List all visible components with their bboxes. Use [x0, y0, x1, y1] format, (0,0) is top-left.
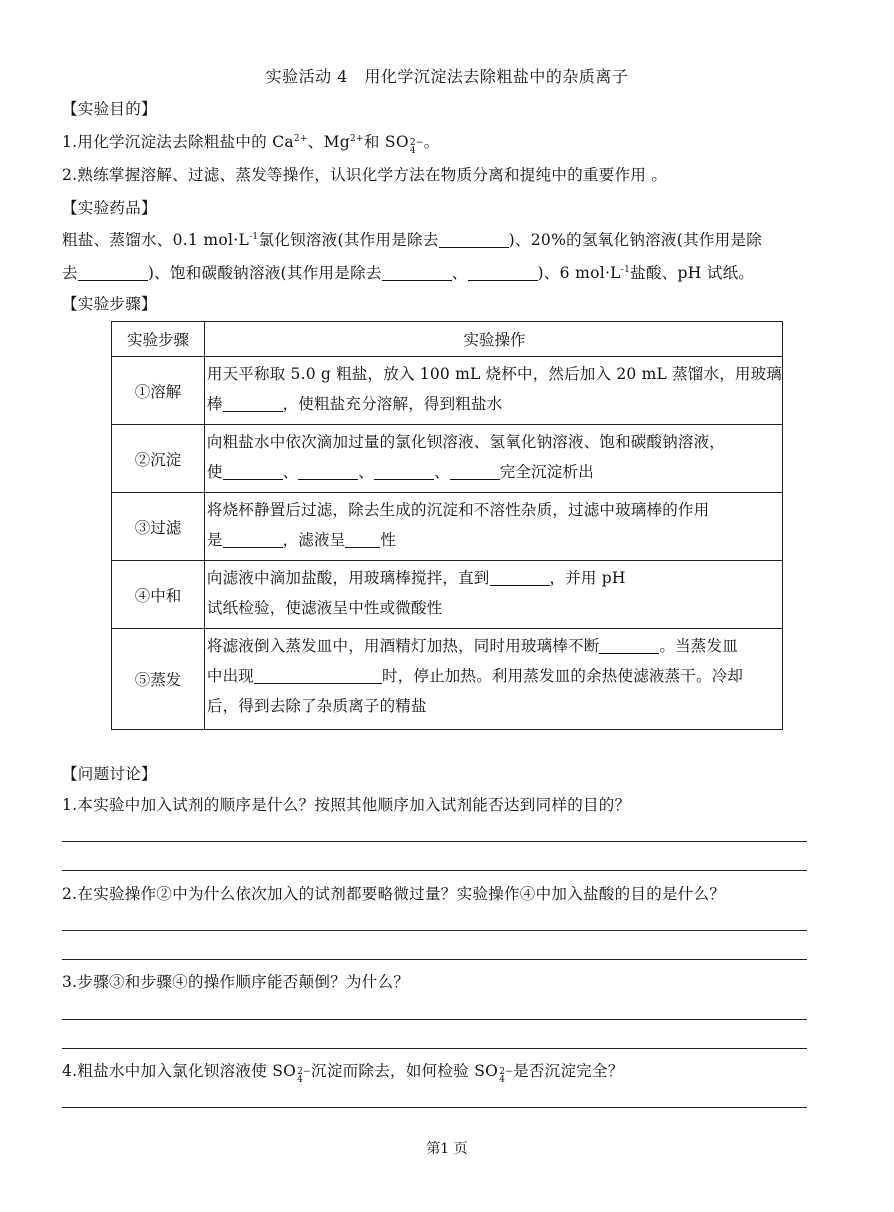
purpose-item-2: 2.熟练掌握溶解、过滤、蒸发等操作，认识化学方法在物质分离和提纯中的重要作用 。 — [62, 166, 668, 184]
page-title: 实验活动 4 用化学沉淀法去除粗盐中的杂质离子 — [265, 67, 629, 86]
discussion-header: 【问题讨论】 — [62, 765, 157, 783]
step-label: ④中和 — [112, 561, 205, 629]
blank — [223, 396, 283, 413]
answer-line[interactable] — [62, 1048, 807, 1049]
step-operation: 将滤液倒入蒸发皿中，用酒精灯加热，同时用玻璃棒不断 。当蒸发皿 中出现 时，停止加热。利用蒸发皿的余热使滤液蒸干。冷却 后，得到去除了杂质离子的精盐 — [204, 629, 782, 730]
reagents-line-2: 去 )、饱和碳酸钠溶液(其作用是除去 、 )、6 $mol\cdot L^{-1}$盐酸、pH 试纸。 — [62, 264, 755, 282]
blank — [254, 668, 382, 685]
blank — [599, 638, 659, 655]
page-number: 第1 页 — [426, 1141, 468, 1157]
answer-line[interactable] — [62, 870, 807, 871]
table-header-row — [112, 322, 783, 357]
answer-line[interactable] — [62, 1019, 807, 1020]
question-3: 3.步骤③和步骤④的操作顺序能否颠倒？为什么？ — [62, 973, 410, 991]
blank — [78, 265, 148, 282]
answer-line[interactable] — [62, 1107, 807, 1108]
blank — [439, 232, 509, 249]
blank — [223, 464, 283, 481]
answer-line[interactable] — [62, 930, 807, 931]
reagents-line-1: 粗盐、蒸馏水、0.1 $mol\cdot L^{-1}$氯化钡溶液(其作用是除去 )、20%的氢氧化钠溶液(其作用是除 — [62, 231, 763, 249]
step-label: ③过滤 — [112, 493, 205, 561]
blank — [223, 532, 283, 549]
step-label: ①溶解 — [112, 357, 205, 425]
blank — [468, 265, 538, 282]
table-row — [112, 425, 783, 493]
step-label: ②沉淀 — [112, 425, 205, 493]
question-4: 4.粗盐水中加入氯化钡溶液使 SO 2− 4 沉淀而除去，如何检验 SO 2− 4 是否沉淀完全？ — [62, 1062, 624, 1085]
header-operation: 实验操作 — [204, 322, 782, 357]
blank — [298, 464, 358, 481]
answer-line[interactable] — [62, 959, 807, 960]
answer-line[interactable] — [62, 841, 807, 842]
question-1: 1.本实验中加入试剂的顺序是什么？按照其他顺序加入试剂能否达到同样的目的？ — [62, 796, 631, 814]
table-row — [112, 561, 783, 629]
question-2: 2.在实验操作②中为什么依次加入的试剂都要略微过量？实验操作④中加入盐酸的目的是什么？ — [62, 885, 726, 903]
steps-header: 【实验步骤】 — [62, 295, 157, 313]
purpose-header: 【实验目的】 — [62, 100, 157, 118]
blank — [374, 464, 434, 481]
steps-table — [111, 321, 783, 730]
step-operation: 向粗盐水中依次滴加过量的氯化钡溶液、氢氧化钠溶液、饱和碳酸钠溶液， 使 、 、 、 完全沉淀析出 — [204, 425, 782, 493]
blank — [490, 570, 550, 587]
reagents-header: 【实验药品】 — [62, 199, 157, 217]
step-operation: 向滤液中滴加盐酸，用玻璃棒搅拌，直到 ，并用 pH 试纸检验，使滤液呈中性或微酸性 — [204, 561, 782, 629]
step-operation: 用天平称取 5.0 g 粗盐，放入 100 mL 烧杯中，然后加入 20 mL 蒸馏水，用玻璃 棒 ，使粗盐充分溶解，得到粗盐水 — [204, 357, 782, 425]
blank — [450, 464, 500, 481]
table-row — [112, 493, 783, 561]
step-label: ⑤蒸发 — [112, 629, 205, 730]
purpose-item-1: 1.用化学沉淀法去除粗盐中的 $Ca^{2+}$、$Mg^{2+}$和 SO 2− 4 。 — [62, 133, 440, 156]
table-row — [112, 629, 783, 730]
so4-charge: 2− 4 — [409, 138, 424, 156]
blank — [345, 532, 380, 549]
header-step: 实验步骤 — [112, 322, 205, 357]
blank — [382, 265, 452, 282]
step-operation: 将烧杯静置后过滤，除去生成的沉淀和不溶性杂质，过滤中玻璃棒的作用 是 ，滤液呈 性 — [204, 493, 782, 561]
table-row — [112, 357, 783, 425]
